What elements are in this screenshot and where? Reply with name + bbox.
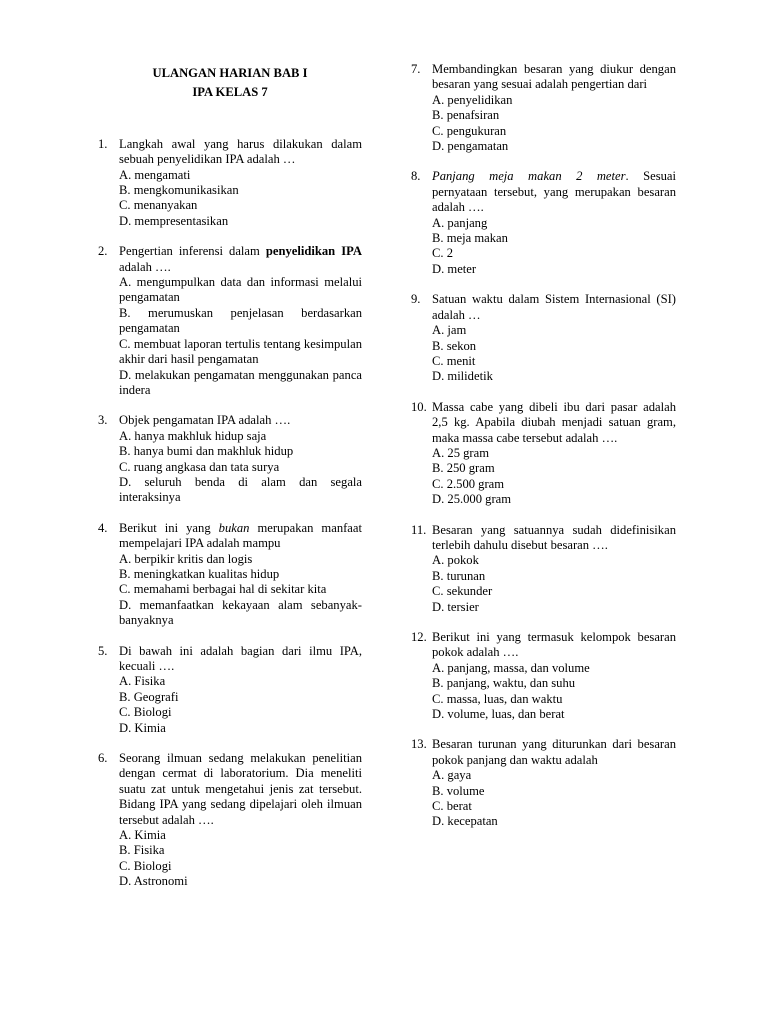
option-a: A. pokok xyxy=(432,553,479,568)
question-number: 9. xyxy=(411,292,421,307)
exam-subtitle: IPA KELAS 7 xyxy=(192,85,268,100)
question-stem: Seorang ilmuan sedang melakukan penelitian dengan cermat di laboratorium. Dia meneliti suatu zat untuk mengetahui jenis zat tersebut. Bidang IPA yang sedang dipelajari oleh ilmuan tersebut adalah …. xyxy=(119,751,362,827)
question-number: 11. xyxy=(411,522,427,537)
option-a: A. panjang xyxy=(432,215,488,230)
question-number: 12. xyxy=(411,630,427,644)
question-number: 3. xyxy=(98,413,108,428)
exam-title: ULANGAN HARIAN BAB I xyxy=(152,66,308,80)
option-c: C. 2.500 gram xyxy=(432,476,505,491)
option-b: B. Fisika xyxy=(119,843,165,858)
option-b: B. panjang, waktu, dan suhu xyxy=(432,676,576,691)
option-c: C. ruang angkasa dan tata surya xyxy=(119,459,280,474)
option-c: C. Biologi xyxy=(119,858,172,873)
option-c: C. menanyakan xyxy=(119,198,198,213)
question-4 xyxy=(98,521,362,629)
option-c: C. memahami berbagai hal di sekitar kita xyxy=(119,582,327,597)
question-stem: Membandingkan besaran yang diukur dengan besaran yang sesuai adalah pengertian dari xyxy=(432,62,676,92)
stem-text: Berikut ini yang xyxy=(119,520,219,535)
option-b: B. merumuskan penjelasan berdasarkan pengamatan xyxy=(119,305,362,336)
option-d: D. 25.000 gram xyxy=(432,492,512,507)
option-a: A. Kimia xyxy=(119,828,166,843)
option-b: B. 250 gram xyxy=(432,461,495,476)
option-d: D. Kimia xyxy=(119,720,166,735)
option-b: B. sekon xyxy=(432,338,477,353)
option-a: A. mengamati xyxy=(119,167,191,182)
question-7 xyxy=(411,62,676,154)
option-b: B. Geografi xyxy=(119,689,179,704)
question-number: 8. xyxy=(411,169,421,184)
question-number: 6. xyxy=(98,751,108,766)
option-d: D. milidetik xyxy=(432,369,493,384)
option-b: B. volume xyxy=(432,783,485,798)
question-number: 5. xyxy=(98,643,108,658)
question-stem xyxy=(119,244,362,275)
option-d: D. pengamatan xyxy=(432,139,509,154)
question-stem: Besaran yang satuannya sudah didefinisikan terlebih dahulu disebut besaran …. xyxy=(432,522,676,552)
option-b: B. hanya bumi dan makhluk hidup xyxy=(119,444,294,459)
option-d: D. tersier xyxy=(432,599,479,614)
stem-italic-term: bukan xyxy=(218,520,250,535)
option-c: C. pengukuran xyxy=(432,123,507,138)
option-d: D. meter xyxy=(432,261,477,276)
option-a: A. hanya makhluk hidup saja xyxy=(119,428,267,443)
option-d: D. melakukan pengamatan menggunakan panca indera xyxy=(119,367,362,397)
question-9 xyxy=(411,292,676,384)
option-c: C. sekunder xyxy=(432,584,493,599)
question-1 xyxy=(98,137,362,229)
question-stem: Besaran turunan yang diturunkan dari besaran pokok panjang dan waktu adalah xyxy=(432,737,676,767)
option-a: A. gaya xyxy=(432,768,472,783)
option-c: C. 2 xyxy=(432,246,453,261)
question-2 xyxy=(98,244,362,398)
question-number: 4. xyxy=(98,520,108,535)
question-8 xyxy=(411,169,676,277)
question-stem xyxy=(432,169,676,215)
stem-italic-phrase: Panjang meja makan 2 meter xyxy=(432,169,626,184)
option-a: A. 25 gram xyxy=(432,445,490,460)
option-a: A. Fisika xyxy=(119,674,166,689)
option-b: B. meja makan xyxy=(432,231,508,246)
option-b: B. meningkatkan kualitas hidup xyxy=(119,566,280,581)
stem-text: . Sesuai pernyataan tersebut, yang merupakan besaran adalah …. xyxy=(432,169,676,215)
option-c: C. membuat laporan tertulis tentang kesimpulan akhir dari hasil pengamatan xyxy=(119,336,362,367)
question-10 xyxy=(411,400,676,508)
question-stem: Langkah awal yang harus dilakukan dalam sebuah penyelidikan IPA adalah … xyxy=(119,136,362,167)
stem-text: merupakan manfaat mempelajari IPA adalah mampu xyxy=(119,520,362,551)
option-d: D. Astronomi xyxy=(119,874,188,889)
question-stem: Di bawah ini adalah bagian dari ilmu IPA, kecuali …. xyxy=(119,643,362,673)
option-d: D. kecepatan xyxy=(432,814,498,829)
question-stem: Massa cabe yang dibeli ibu dari pasar adalah 2,5 kg. Apabila diubah menjadi satuan gram, maka massa cabe tersebut adalah …. xyxy=(432,399,676,445)
option-d: D. volume, luas, dan berat xyxy=(432,707,565,722)
stem-text: adalah …. xyxy=(119,259,171,274)
option-a: A. penyelidikan xyxy=(432,92,513,107)
option-c: C. massa, luas, dan waktu xyxy=(432,691,563,706)
option-b: B. turunan xyxy=(432,568,486,583)
question-number: 2. xyxy=(98,244,108,259)
question-5 xyxy=(98,644,362,736)
question-6 xyxy=(98,751,362,890)
option-d: D. memanfaatkan kekayaan alam sebanyak-banyaknya xyxy=(119,597,362,628)
option-c: C. menit xyxy=(432,353,476,368)
question-number: 13. xyxy=(411,737,427,752)
question-3 xyxy=(98,413,362,505)
question-stem: Satuan waktu dalam Sistem Internasional (SI) adalah … xyxy=(432,292,676,322)
left-column xyxy=(98,62,362,905)
option-a: A. mengumpulkan data dan informasi melalui pengamatan xyxy=(119,275,362,305)
option-b: B. mengkomunikasikan xyxy=(119,183,239,198)
stem-bold-term: penyelidikan IPA xyxy=(265,244,362,259)
question-stem: Berikut ini yang termasuk kelompok besaran pokok adalah …. xyxy=(432,630,676,660)
option-a: A. panjang, massa, dan volume xyxy=(432,660,590,675)
exam-header xyxy=(98,66,362,101)
right-column xyxy=(411,62,676,845)
question-number: 10. xyxy=(411,399,427,414)
stem-text: Pengertian inferensi dalam xyxy=(119,244,266,259)
option-b: B. penafsiran xyxy=(432,108,500,123)
question-11 xyxy=(411,523,676,615)
option-d: D. seluruh benda di alam dan segala interaksinya xyxy=(119,474,362,505)
question-stem: Objek pengamatan IPA adalah …. xyxy=(119,413,291,428)
question-stem xyxy=(119,521,362,552)
option-c: C. berat xyxy=(432,799,472,814)
question-12 xyxy=(411,630,676,722)
question-number: 7. xyxy=(411,62,421,76)
question-number: 1. xyxy=(98,136,108,151)
option-c: C. Biologi xyxy=(119,705,172,720)
question-13 xyxy=(411,737,676,829)
option-a: A. berpikir kritis dan logis xyxy=(119,551,253,566)
option-a: A. jam xyxy=(432,323,467,338)
option-d: D. mempresentasikan xyxy=(119,213,229,228)
